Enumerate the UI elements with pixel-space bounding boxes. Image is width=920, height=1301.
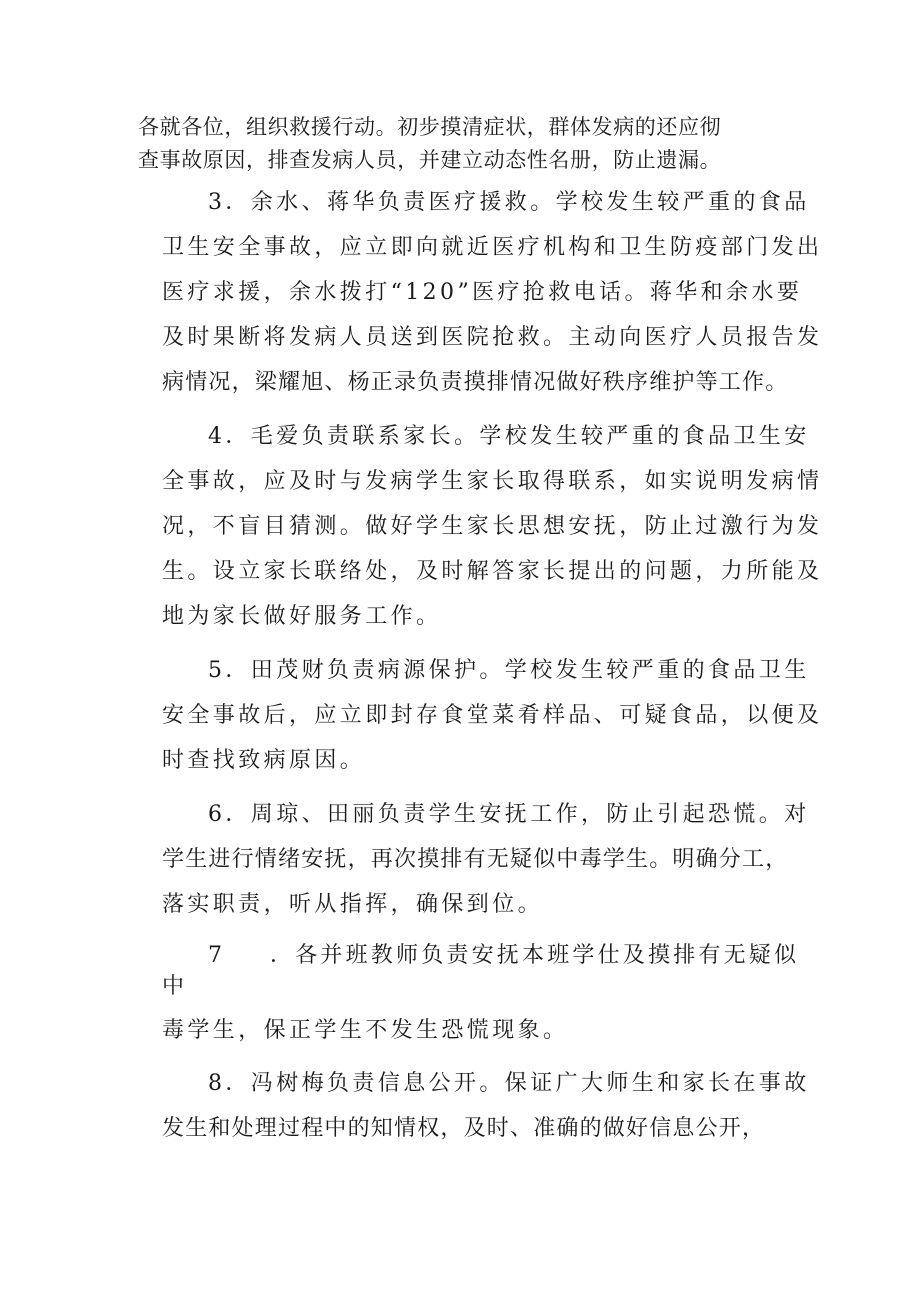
paragraph-line: 发生和处理过程中的知情权，及时、准确的做好信息公开， <box>162 1116 766 1141</box>
paragraph-line: 各就各位，组织救援行动。初步摸清症状，群体发病的还应彻 <box>138 115 722 139</box>
paragraph-line: 落实职责，听从指挥，确保到位。 <box>162 892 544 917</box>
paragraph-line: 查事故原因，排查发病人员，并建立动态性名册，防止遗漏。 <box>138 148 722 172</box>
paragraph-line: 全事故，应及时与发病学生家长取得联系，如实说明发病情 <box>162 469 823 494</box>
paragraph-line: 8．冯树梅负责信息公开。保证广大师生和家长在事故 <box>208 1071 810 1096</box>
paragraph-line: 医疗求援，余水拨打“120”医疗抢救电话。蒋华和余水要 <box>162 280 803 305</box>
paragraph-line: 时查找致病原因。 <box>162 748 366 773</box>
paragraph-line: 况，不盲目猜测。做好学生家长思想安抚，防止过激行为发 <box>162 514 823 539</box>
item-number: 7 <box>208 943 222 968</box>
paragraph-line: 病情况，梁耀旭、杨正录负责摸排情况做好秩序维护等工作。 <box>162 370 789 395</box>
paragraph-line: 安全事故后，应立即封存食堂菜肴样品、可疑食品，以便及 <box>162 703 823 728</box>
paragraph-line: 及时果断将发病人员送到医院抢救。主动向医疗人员报告发 <box>162 325 823 350</box>
paragraph-line: 3．余水、蒋华负责医疗援救。学校发生较严重的食品 <box>208 190 810 215</box>
paragraph-line: 中 <box>162 974 185 999</box>
paragraph-line: ．各并班教师负责安抚本班学仕及摸排有无疑似 <box>270 943 800 968</box>
paragraph-line: 6．周琼、田丽负责学生安抚工作，防止引起恐慌。对 <box>208 802 810 827</box>
paragraph-line: 生。设立家长联络处，及时解答家长提出的问题，力所能及 <box>162 559 823 584</box>
paragraph-line: 卫生安全事故，应立即向就近医疗机构和卫生防疫部门发出 <box>162 235 823 260</box>
paragraph-line: 4．毛爱负责联系家长。学校发生较严重的食品卫生安 <box>208 424 810 449</box>
paragraph-line: 毒学生，保正学生不发生恐慌现象。 <box>162 1018 569 1043</box>
paragraph-line: 5．田茂财负责病源保护。学校发生较严重的食品卫生 <box>208 658 810 683</box>
paragraph-line: 学生进行情绪安抚，再次摸排有无疑似中毒学生。明确分工， <box>162 847 789 872</box>
paragraph-line: 地为家长做好服务工作。 <box>162 604 442 629</box>
